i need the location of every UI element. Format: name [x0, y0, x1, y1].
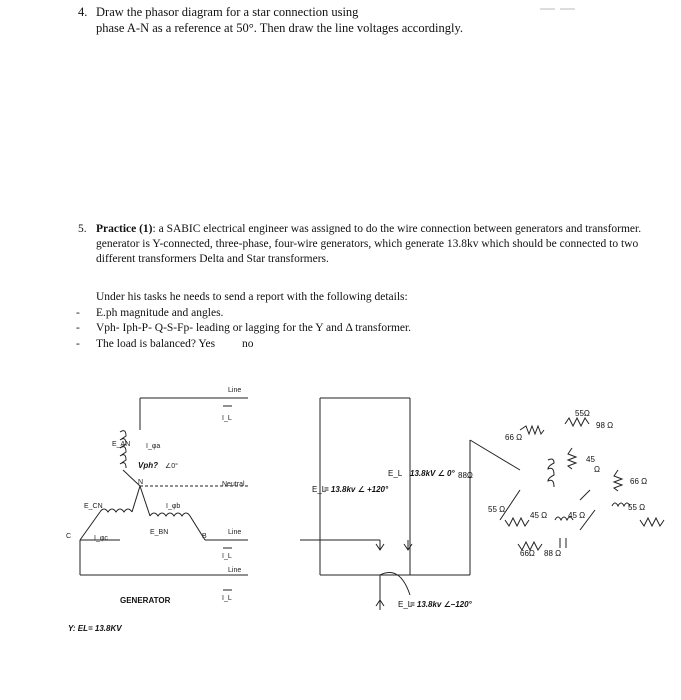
el-left-value: = 13.8kv ∠ +120°: [324, 485, 389, 494]
il-label-top: I_L: [222, 415, 232, 422]
resistor-45-a-unit: Ω: [594, 465, 600, 474]
n-node-label: N: [138, 479, 144, 486]
el-left-symbol: E_L: [312, 485, 327, 494]
bullet: -: [76, 337, 80, 350]
option-no: no: [242, 337, 254, 350]
question-5-text: : a SABIC electrical engineer was assigned to do the wire connection between generators and transformer. generator is Y-connected, three-phase, four-wire generators, which generate 13.8kv which should be connected to two different transformers Delta and Star transformers.: [96, 223, 642, 265]
el-bottom-symbol: E_L: [398, 600, 413, 609]
el-top-symbol: E_L: [388, 469, 403, 478]
resistor-45-b: 45 Ω: [530, 511, 548, 520]
task-item-3: The load is balanced?: [96, 337, 196, 350]
line-label-top: Line: [228, 387, 242, 394]
ebn-label: E_BN: [150, 529, 169, 536]
bullet: -: [76, 306, 80, 319]
ian-label: I_φa: [146, 443, 161, 450]
line-label-bottom: Line: [228, 567, 242, 574]
resistor-66-c: 66Ω: [520, 549, 535, 558]
ecn-label: E_CN: [84, 503, 103, 510]
question-5-number: 5.: [78, 223, 87, 235]
resistor-45-a: 45: [586, 455, 595, 464]
resistor-66-b: 66 Ω: [630, 477, 648, 486]
resistor-55-a: 55Ω: [575, 409, 590, 418]
resistor-45-c: 45 Ω: [568, 511, 586, 520]
bullet: -: [76, 322, 80, 334]
el-bottom-value: = 13.8kv ∠–120°: [410, 600, 472, 609]
task-item-1: E.ph magnitude and angles.: [96, 306, 224, 319]
practice-label: Practice (1): [96, 223, 153, 235]
il-label-mid: I_L: [222, 553, 232, 560]
task-intro: Under his tasks he needs to send a report with the following details:: [96, 291, 408, 303]
generator-label: GENERATOR: [120, 596, 171, 605]
el-note: Y: EL= 13.8KV: [68, 624, 122, 633]
resistor-98: 98 Ω: [596, 421, 614, 430]
task-item-2: Vph- Iph-P- Q-S-Fp- leading or lagging for the Y and Δ transformer.: [96, 322, 412, 334]
icn-label: I_φc: [94, 535, 108, 542]
question-4-line1: Draw the phasor diagram for a star connection using: [96, 5, 359, 19]
resistor-55-b: 55 Ω: [628, 503, 646, 512]
ean-label: E_AN: [112, 441, 131, 448]
el-top-value: 13.8kV ∠ 0°: [410, 469, 455, 478]
resistor-55-c: 55 Ω: [488, 505, 506, 514]
question-4-line2: phase A-N as a reference at 50°. Then draw the line voltages accordingly.: [96, 21, 464, 35]
option-yes: Yes: [198, 337, 216, 350]
angle-zero-label: ∠0°: [165, 463, 178, 470]
line-label-mid: Line: [228, 529, 242, 536]
vph-label: Vph?: [138, 461, 158, 470]
resistor-88-b: 88 Ω: [544, 549, 562, 558]
b-node-label: B: [202, 533, 207, 540]
ibn-label: I_φb: [166, 503, 181, 510]
c-node-label: C: [66, 533, 72, 540]
resistor-66-a: 66 Ω: [505, 433, 523, 442]
il-label-bottom: I_L: [222, 595, 232, 602]
resistor-88-a: 88Ω: [458, 471, 473, 480]
question-4-number: 4.: [78, 5, 88, 19]
neutral-label: Neutral: [222, 481, 245, 488]
